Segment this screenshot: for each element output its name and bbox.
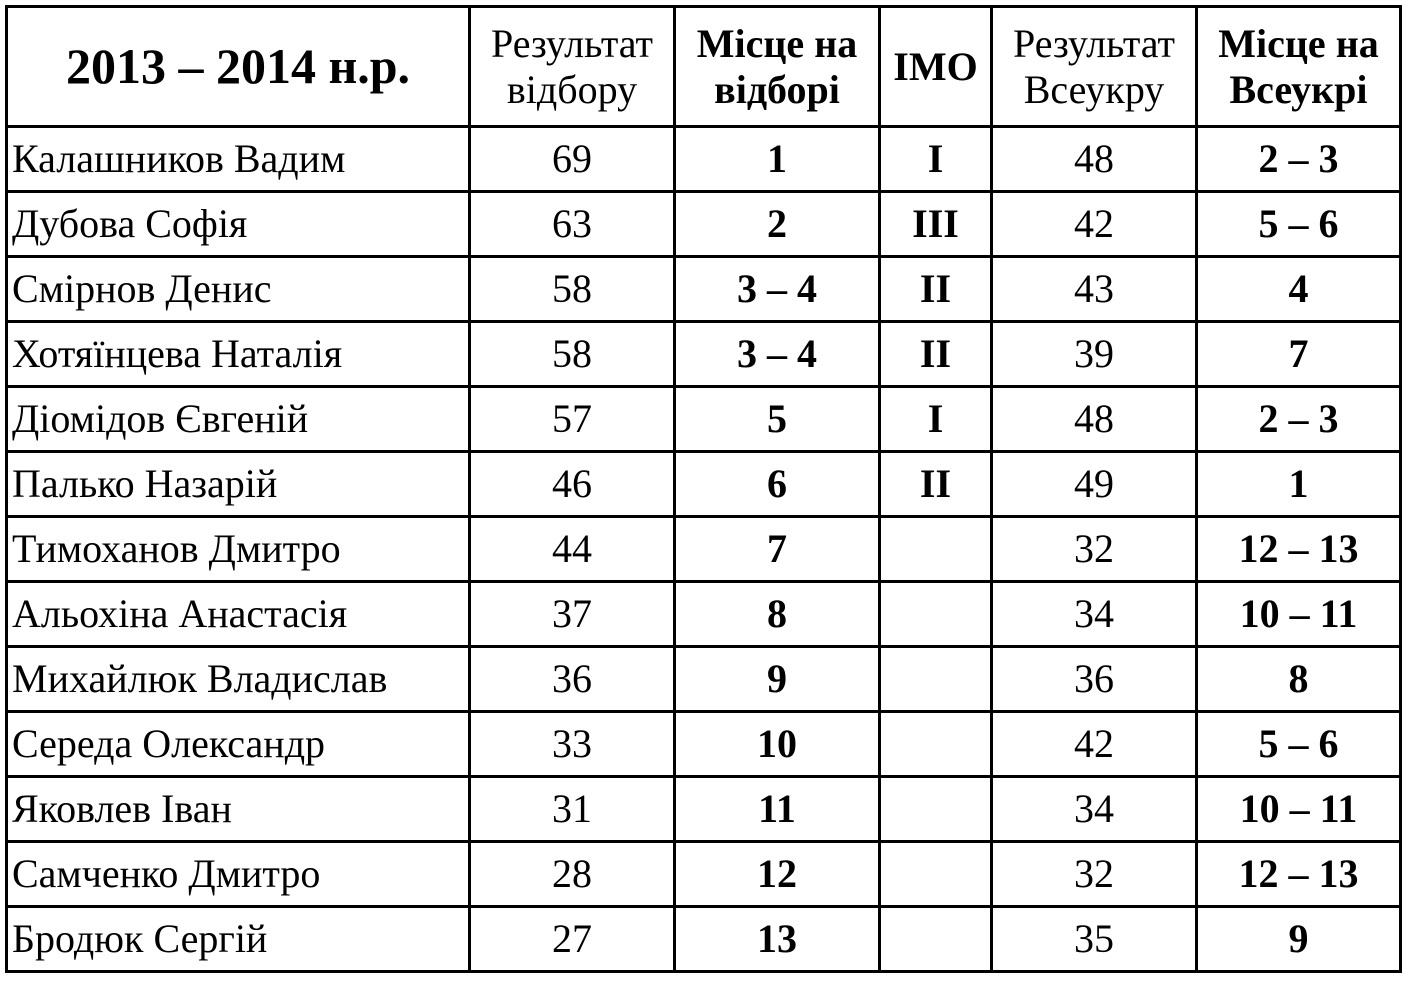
- national-place-cell: 10 – 11: [1197, 582, 1401, 647]
- national-result-cell: 32: [992, 842, 1197, 907]
- national-result-cell: 42: [992, 712, 1197, 777]
- national-result-cell: 34: [992, 777, 1197, 842]
- participant-name: Михайлюк Владислав: [7, 647, 470, 712]
- selection-result-cell: 31: [470, 777, 675, 842]
- imo-medal-cell: II: [880, 452, 992, 517]
- participant-name: Бродюк Сергій: [7, 907, 470, 972]
- header-national-result-line1: Результат: [1012, 20, 1175, 66]
- national-place-cell: 10 – 11: [1197, 777, 1401, 842]
- national-result-cell: 32: [992, 517, 1197, 582]
- national-result-cell: 49: [992, 452, 1197, 517]
- header-selection-result-line2: відбору: [506, 66, 638, 112]
- imo-medal-cell: I: [880, 127, 992, 192]
- header-national-place: [1197, 7, 1401, 127]
- national-result-cell: 42: [992, 192, 1197, 257]
- header-national-place-line1: Місце на: [1218, 20, 1379, 66]
- imo-medal-cell: III: [880, 192, 992, 257]
- selection-result-cell: 58: [470, 257, 675, 322]
- participant-name: Альохіна Анастасія: [7, 582, 470, 647]
- national-result-cell: 35: [992, 907, 1197, 972]
- imo-medal-cell: [880, 712, 992, 777]
- table-row: [7, 517, 1401, 582]
- national-result-cell: 48: [992, 387, 1197, 452]
- imo-medal-cell: I: [880, 387, 992, 452]
- selection-place-cell: 10: [675, 712, 880, 777]
- selection-result-cell: 36: [470, 647, 675, 712]
- selection-place-cell: 1: [675, 127, 880, 192]
- participant-name: Самченко Дмитро: [7, 842, 470, 907]
- national-place-cell: 5 – 6: [1197, 192, 1401, 257]
- table-row: [7, 582, 1401, 647]
- header-imo: IMO: [880, 7, 992, 127]
- national-place-cell: 12 – 13: [1197, 517, 1401, 582]
- national-result-cell: 36: [992, 647, 1197, 712]
- imo-medal-cell: [880, 582, 992, 647]
- header-national-result-line2: Всеукру: [1023, 66, 1165, 112]
- imo-medal-cell: [880, 907, 992, 972]
- header-national-result: [992, 7, 1197, 127]
- national-place-cell: 5 – 6: [1197, 712, 1401, 777]
- participant-name: Хотяїнцева Наталія: [7, 322, 470, 387]
- table-row: [7, 842, 1401, 907]
- header-selection-result-line1: Результат: [490, 20, 653, 66]
- table-row: [7, 322, 1401, 387]
- selection-result-cell: 27: [470, 907, 675, 972]
- participant-name: Дубова Софія: [7, 192, 470, 257]
- national-place-cell: 8: [1197, 647, 1401, 712]
- table-row: [7, 907, 1401, 972]
- selection-result-cell: 37: [470, 582, 675, 647]
- participant-name: Тимоханов Дмитро: [7, 517, 470, 582]
- national-result-cell: 48: [992, 127, 1197, 192]
- table-row: [7, 387, 1401, 452]
- header-selection-place-line2: відборі: [714, 66, 840, 112]
- national-result-cell: 39: [992, 322, 1197, 387]
- header-selection-result: [470, 7, 675, 127]
- imo-medal-cell: II: [880, 322, 992, 387]
- national-place-cell: 4: [1197, 257, 1401, 322]
- selection-result-cell: 57: [470, 387, 675, 452]
- participant-name: Діомідов Євгеній: [7, 387, 470, 452]
- national-place-cell: 12 – 13: [1197, 842, 1401, 907]
- selection-result-cell: 28: [470, 842, 675, 907]
- imo-medal-cell: II: [880, 257, 992, 322]
- national-place-cell: 1: [1197, 452, 1401, 517]
- imo-medal-cell: [880, 517, 992, 582]
- table-body: [7, 127, 1401, 972]
- selection-place-cell: 8: [675, 582, 880, 647]
- selection-result-cell: 44: [470, 517, 675, 582]
- selection-result-cell: 58: [470, 322, 675, 387]
- imo-medal-cell: [880, 777, 992, 842]
- selection-place-cell: 7: [675, 517, 880, 582]
- national-place-cell: 9: [1197, 907, 1401, 972]
- table-row: [7, 127, 1401, 192]
- header-selection-place: [675, 7, 880, 127]
- selection-result-cell: 46: [470, 452, 675, 517]
- table-row: [7, 192, 1401, 257]
- selection-place-cell: 6: [675, 452, 880, 517]
- selection-place-cell: 2: [675, 192, 880, 257]
- table-row: [7, 452, 1401, 517]
- national-place-cell: 7: [1197, 322, 1401, 387]
- table-row: [7, 777, 1401, 842]
- national-place-cell: 2 – 3: [1197, 127, 1401, 192]
- national-place-cell: 2 – 3: [1197, 387, 1401, 452]
- imo-medal-cell: [880, 842, 992, 907]
- table-row: [7, 257, 1401, 322]
- header-year: 2013 – 2014 н.р.: [7, 7, 470, 127]
- selection-place-cell: 3 – 4: [675, 257, 880, 322]
- imo-medal-cell: [880, 647, 992, 712]
- header-row: [7, 7, 1401, 127]
- results-table: [5, 5, 1402, 973]
- participant-name: Палько Назарій: [7, 452, 470, 517]
- selection-result-cell: 33: [470, 712, 675, 777]
- participant-name: Яковлев Іван: [7, 777, 470, 842]
- header-selection-place-line1: Місце на: [696, 20, 858, 66]
- participant-name: Середа Олександр: [7, 712, 470, 777]
- table-row: [7, 647, 1401, 712]
- national-result-cell: 43: [992, 257, 1197, 322]
- selection-result-cell: 69: [470, 127, 675, 192]
- selection-result-cell: 63: [470, 192, 675, 257]
- selection-place-cell: 13: [675, 907, 880, 972]
- selection-place-cell: 12: [675, 842, 880, 907]
- participant-name: Калашников Вадим: [7, 127, 470, 192]
- national-result-cell: 34: [992, 582, 1197, 647]
- header-national-place-line2: Всеукрі: [1229, 66, 1368, 112]
- selection-place-cell: 11: [675, 777, 880, 842]
- selection-place-cell: 5: [675, 387, 880, 452]
- table-row: [7, 712, 1401, 777]
- selection-place-cell: 3 – 4: [675, 322, 880, 387]
- selection-place-cell: 9: [675, 647, 880, 712]
- participant-name: Смірнов Денис: [7, 257, 470, 322]
